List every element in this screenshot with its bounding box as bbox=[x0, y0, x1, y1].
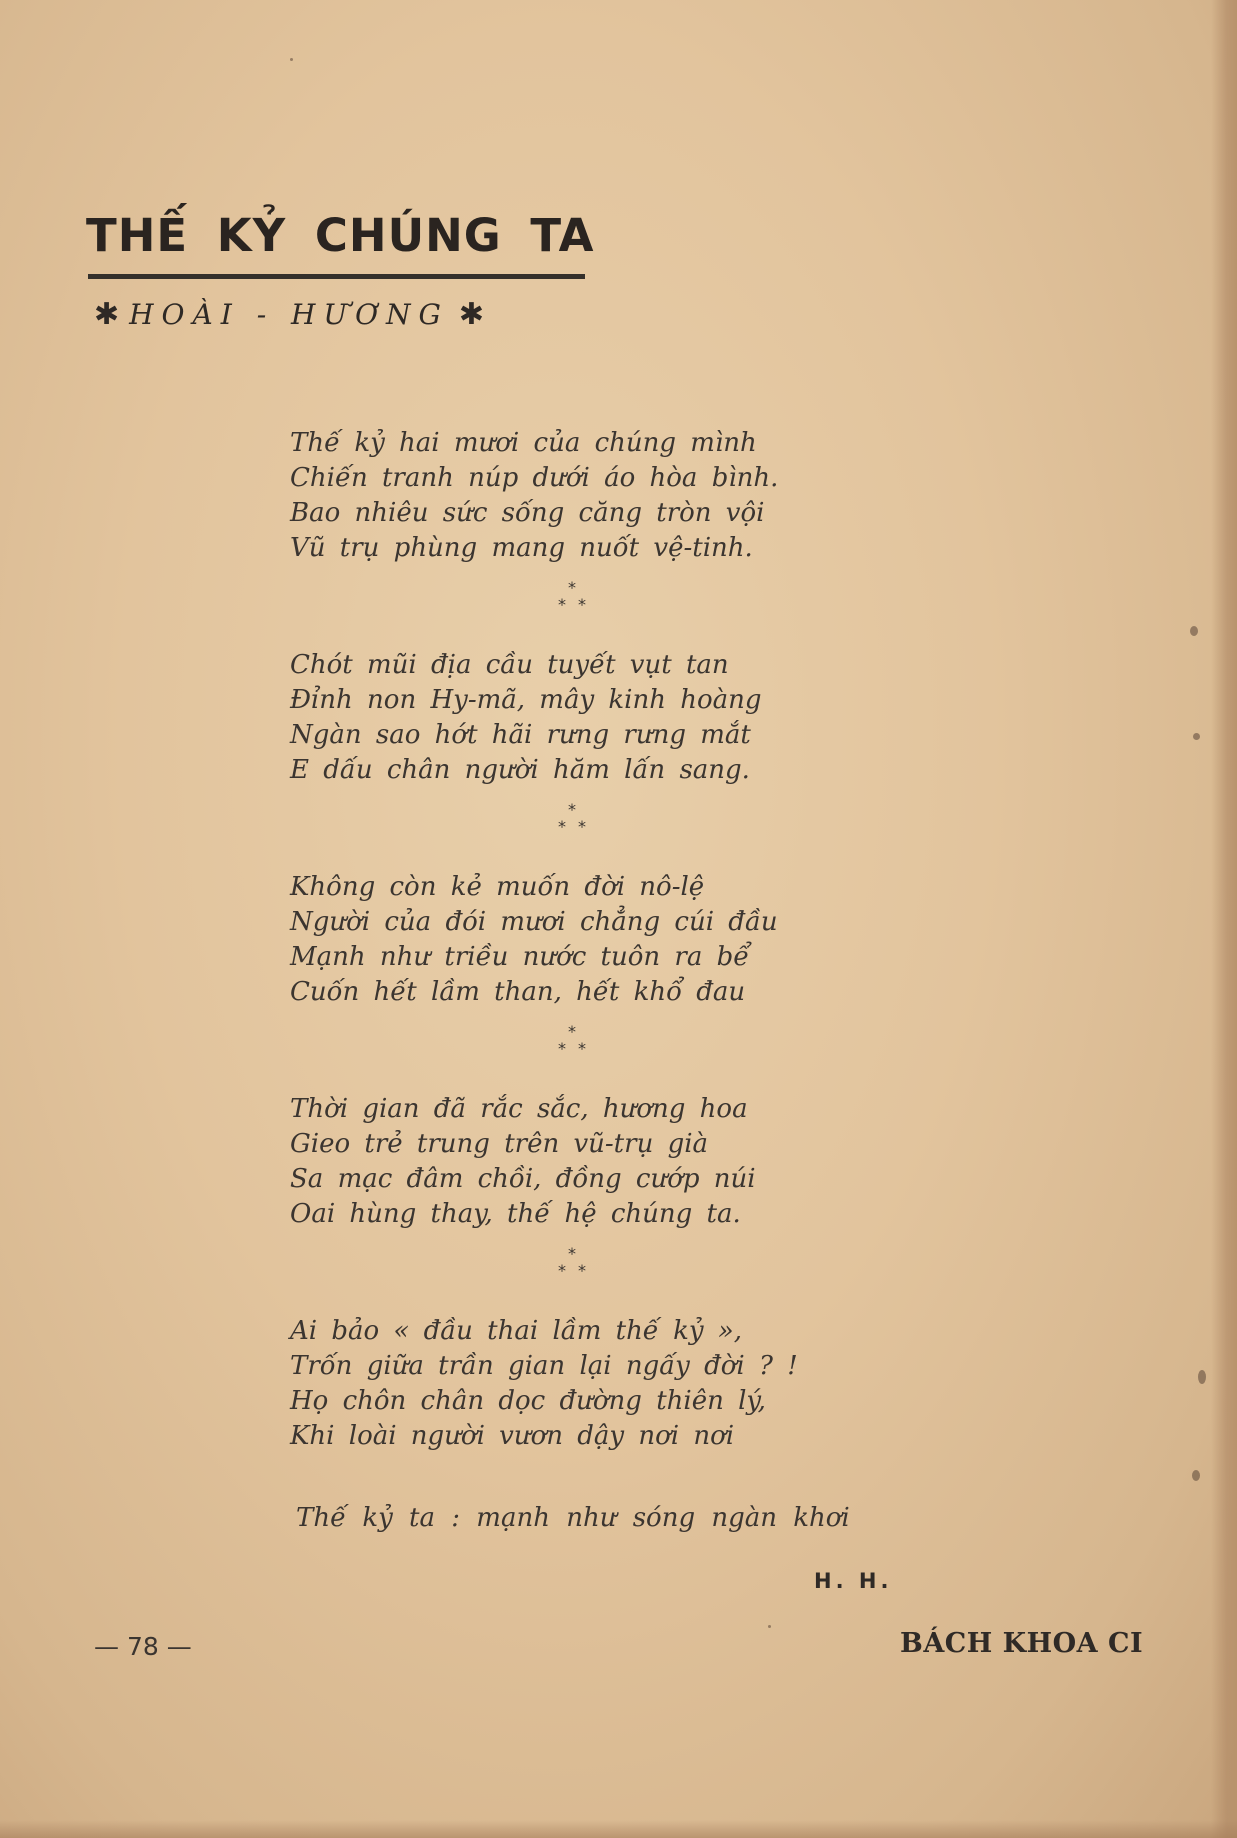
author-signature: H. H. bbox=[814, 1569, 893, 1593]
svg-text:*: * bbox=[568, 1024, 576, 1041]
svg-text:*: * bbox=[578, 595, 586, 614]
poem-line: Thời gian đã rắc sắc, hương hoa bbox=[290, 1094, 748, 1124]
page-bottom-shadow bbox=[0, 1820, 1237, 1838]
paper-speck bbox=[1192, 1470, 1200, 1481]
asterism-icon bbox=[552, 1024, 592, 1058]
svg-text:*: * bbox=[558, 1039, 566, 1058]
star-ornament-left: ✱ bbox=[94, 296, 120, 332]
poem-line: Cuốn hết lầm than, hết khổ đau bbox=[290, 977, 746, 1007]
svg-text:*: * bbox=[578, 1039, 586, 1058]
poem-line: Trốn giữa trần gian lại ngấy đời ? ! bbox=[290, 1351, 798, 1381]
page-number: — 78 — bbox=[94, 1632, 192, 1661]
asterism-separator bbox=[290, 1010, 910, 1092]
poem-line: Bao nhiêu sức sống căng tròn vội bbox=[290, 498, 765, 528]
poem-line: Chiến tranh núp dưới áo hòa bình. bbox=[290, 463, 779, 493]
poem-body bbox=[290, 426, 910, 1454]
paper-speck bbox=[1198, 1370, 1206, 1384]
poem-line: Họ chôn chân dọc đường thiên lý, bbox=[290, 1386, 766, 1416]
asterism-separator bbox=[290, 1232, 910, 1314]
asterism-icon bbox=[552, 580, 592, 614]
poem-line: Khi loài người vươn dậy nơi nơi bbox=[290, 1421, 735, 1451]
poem-line: Ngàn sao hớt hãi rưng rưng mắt bbox=[290, 720, 751, 750]
asterism-separator bbox=[290, 566, 910, 648]
poem-line: Mạnh như triều nước tuôn ra bể bbox=[290, 942, 750, 972]
svg-text:*: * bbox=[568, 802, 576, 819]
asterism-icon bbox=[552, 1246, 592, 1280]
svg-text:*: * bbox=[558, 595, 566, 614]
poem-line: Sa mạc đâm chồi, đồng cướp núi bbox=[290, 1164, 756, 1194]
svg-text:*: * bbox=[578, 817, 586, 836]
svg-text:*: * bbox=[558, 817, 566, 836]
svg-text:*: * bbox=[558, 1261, 566, 1280]
stanza-3 bbox=[290, 870, 910, 1010]
poem-line: Vũ trụ phùng mang nuốt vệ-tinh. bbox=[290, 533, 753, 563]
poem-line: Thế kỷ hai mươi của chúng mình bbox=[290, 428, 757, 458]
magazine-name: BÁCH KHOA CI bbox=[900, 1628, 1144, 1659]
poem-line: Chót mũi địa cầu tuyết vụt tan bbox=[290, 650, 729, 680]
svg-text:*: * bbox=[578, 1261, 586, 1280]
paper-speck bbox=[1190, 626, 1198, 636]
paper-speck bbox=[768, 1625, 771, 1628]
svg-text:*: * bbox=[568, 580, 576, 597]
stanza-5 bbox=[290, 1314, 910, 1454]
title-underline bbox=[88, 274, 585, 279]
star-ornament-right: ✱ bbox=[458, 296, 485, 332]
paper-speck bbox=[1193, 733, 1200, 740]
stanza-1 bbox=[290, 426, 910, 566]
svg-text:*: * bbox=[568, 1246, 576, 1263]
asterism-separator bbox=[290, 788, 910, 870]
poem-closing-line: Thế kỷ ta : mạnh như sóng ngàn khơi bbox=[296, 1503, 850, 1533]
stanza-4 bbox=[290, 1092, 910, 1232]
author-byline bbox=[84, 294, 494, 334]
paper-speck bbox=[290, 58, 293, 61]
poem-line: Đỉnh non Hy-mã, mây kinh hoàng bbox=[290, 685, 762, 715]
author-name: HOÀI - HƯƠNG bbox=[129, 297, 449, 331]
asterism-icon bbox=[552, 802, 592, 836]
page-edge-shadow bbox=[1211, 0, 1237, 1838]
poem-line: Không còn kẻ muốn đời nô-lệ bbox=[290, 872, 705, 902]
poem-line: Ai bảo « đầu thai lầm thế kỷ », bbox=[290, 1316, 742, 1346]
article-title: THẾ KỶ CHÚNG TA bbox=[86, 209, 595, 262]
poem-line: E dấu chân người hăm lấn sang. bbox=[290, 755, 750, 785]
poem-line: Gieo trẻ trung trên vũ-trụ già bbox=[290, 1129, 709, 1159]
poem-line: Oai hùng thay, thế hệ chúng ta. bbox=[290, 1199, 741, 1229]
poem-line: Người của đói mươi chẳng cúi đầu bbox=[290, 907, 778, 937]
stanza-2 bbox=[290, 648, 910, 788]
